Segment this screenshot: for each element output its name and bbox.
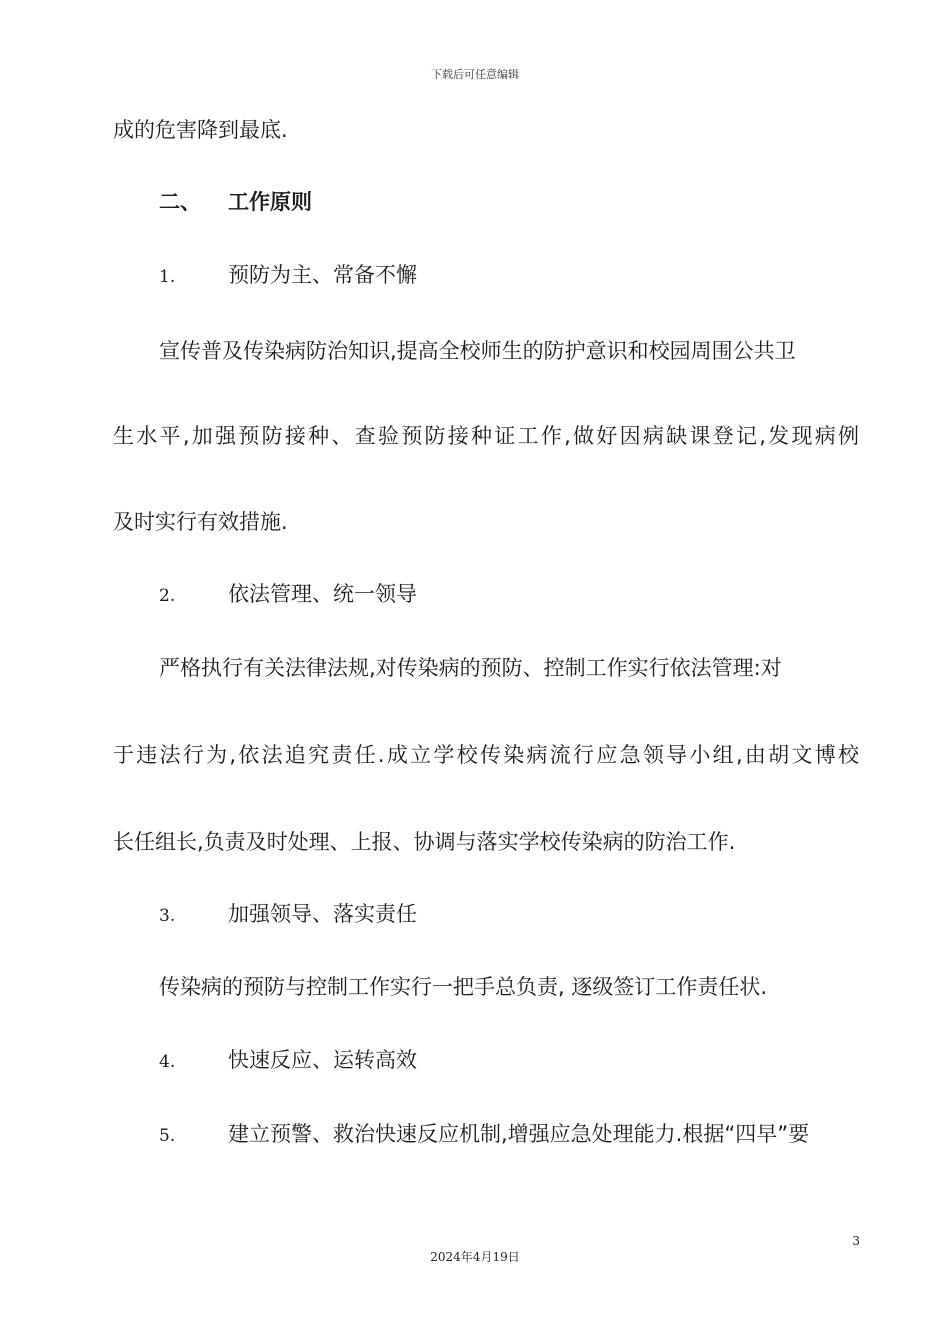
item-heading-2 (159, 580, 417, 610)
item-number-4: 4. (159, 1052, 176, 1072)
item-title-3: 加强领导、落实责任 (228, 902, 417, 926)
item-title-5: 建立预警、救治快速反应机制,增强应急处理能力.根据“四早”要 (228, 1122, 810, 1146)
body-line-continuation: 成的危害降到最底. (113, 118, 288, 142)
paragraph-line: 生水平,加强预防接种、查验预防接种证工作,做好因病缺课登记,发现病例 (113, 424, 859, 448)
section-title: 工作原则 (228, 190, 312, 214)
item-number-2: 2. (159, 586, 176, 606)
paragraph-line: 宣传普及传染病防治知识,提高全校师生的防护意识和校园周围公共卫 (159, 339, 796, 363)
page-footer-date: 2024年4月19日 (430, 1250, 520, 1264)
paragraph-line: 严格执行有关法律法规,对传染病的预防、控制工作实行依法管理:对 (159, 656, 782, 680)
paragraph-line: 长任组长,负责及时处理、上报、协调与落实学校传染病的防治工作. (113, 830, 736, 854)
item-heading-4 (159, 1046, 417, 1076)
item-heading-3 (159, 900, 417, 930)
page-header: 下载后可任意编辑 (431, 68, 519, 81)
section-heading (159, 188, 312, 216)
section-number: 二、 (159, 190, 201, 214)
paragraph-line: 及时实行有效措施. (113, 510, 288, 534)
item-heading-5 (159, 1120, 809, 1150)
item-title-2: 依法管理、统一领导 (228, 582, 417, 606)
item-title-1: 预防为主、常备不懈 (228, 263, 417, 287)
paragraph-line: 于违法行为,依法追究责任.成立学校传染病流行应急领导小组,由胡文博校 (113, 743, 859, 767)
page-number: 3 (852, 1234, 860, 1248)
item-number-1: 1. (159, 267, 176, 287)
item-number-5: 5. (159, 1126, 176, 1146)
paragraph-line: 传染病的预防与控制工作实行一把手总负责, 逐级签订工作责任状. (159, 975, 768, 999)
item-title-4: 快速反应、运转高效 (228, 1048, 417, 1072)
item-heading-1 (159, 261, 417, 291)
item-number-3: 3. (159, 906, 176, 926)
